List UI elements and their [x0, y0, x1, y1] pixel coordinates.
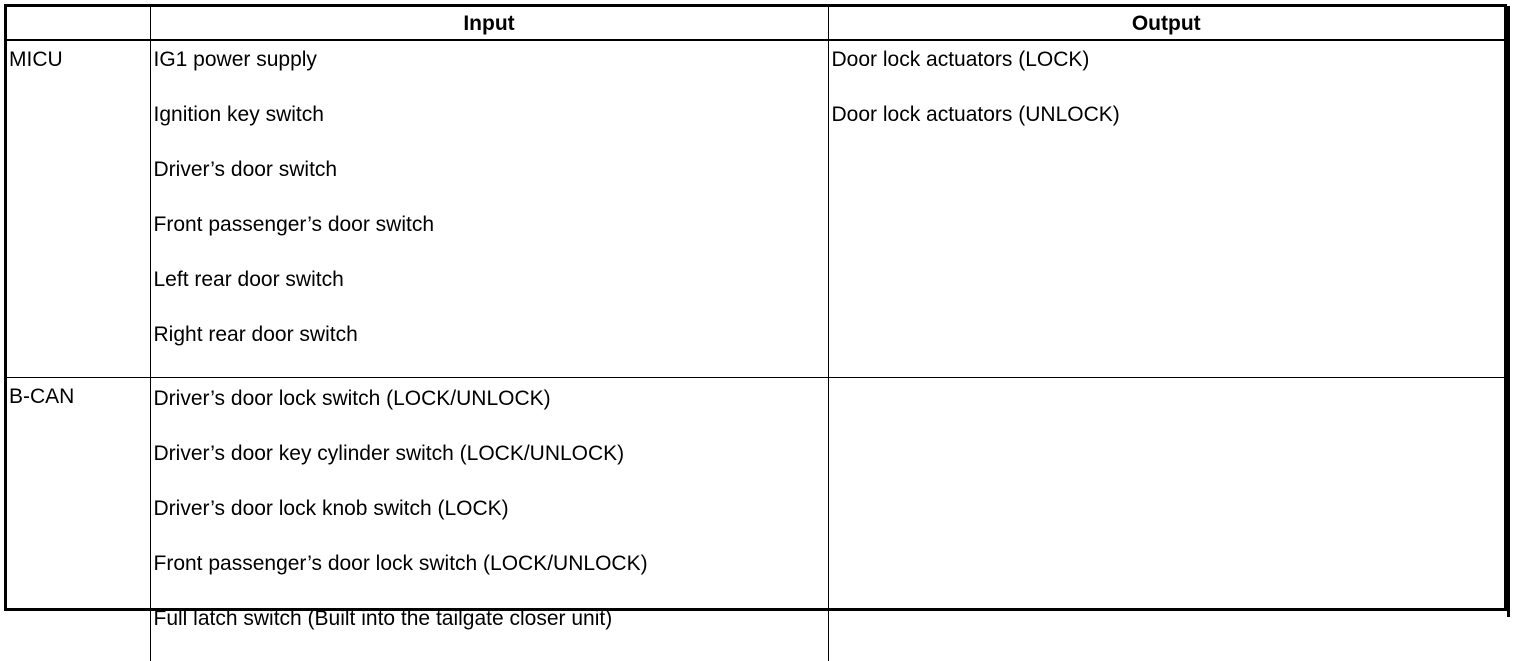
- table-row-micu: [7, 40, 1504, 378]
- output-list-micu: [832, 47, 1505, 157]
- input-list-bcan: [154, 386, 828, 661]
- input-item: Ignition key switch: [154, 102, 828, 157]
- header-row: [7, 7, 1504, 40]
- input-item: Right rear door switch: [154, 322, 828, 377]
- output-item: Door lock actuators (LOCK): [832, 47, 1505, 102]
- header-input: Input: [150, 7, 828, 40]
- input-cell-bcan: [150, 378, 828, 661]
- output-cell-micu: [828, 40, 1504, 378]
- input-item: Driver’s door key cylinder switch (LOCK/UNLOCK): [154, 441, 828, 496]
- table-row-bcan: [7, 378, 1504, 661]
- input-item: IG1 power supply: [154, 47, 828, 102]
- input-item: Driver’s door switch: [154, 157, 828, 212]
- output-item: Door lock actuators (UNLOCK): [832, 102, 1505, 157]
- input-cell-micu: [150, 40, 828, 378]
- header-unit: [7, 7, 150, 40]
- output-cell-bcan: [828, 378, 1504, 661]
- io-table: [7, 7, 1504, 661]
- input-item: Front passenger’s door lock switch (LOCK/UNLOCK): [154, 551, 828, 606]
- io-table-frame: [4, 4, 1507, 611]
- input-item: Driver’s door lock switch (LOCK/UNLOCK): [154, 386, 828, 441]
- unit-cell-bcan: B-CAN: [7, 378, 150, 661]
- input-item: Left rear door switch: [154, 267, 828, 322]
- header-output: Output: [828, 7, 1504, 40]
- table-shadow: [1507, 6, 1510, 617]
- input-item: Full latch switch (Built into the tailgate closer unit): [154, 606, 828, 661]
- input-item: Driver’s door lock knob switch (LOCK): [154, 496, 828, 551]
- unit-cell-micu: MICU: [7, 40, 150, 378]
- input-list-micu: [154, 47, 828, 377]
- input-item: Front passenger’s door switch: [154, 212, 828, 267]
